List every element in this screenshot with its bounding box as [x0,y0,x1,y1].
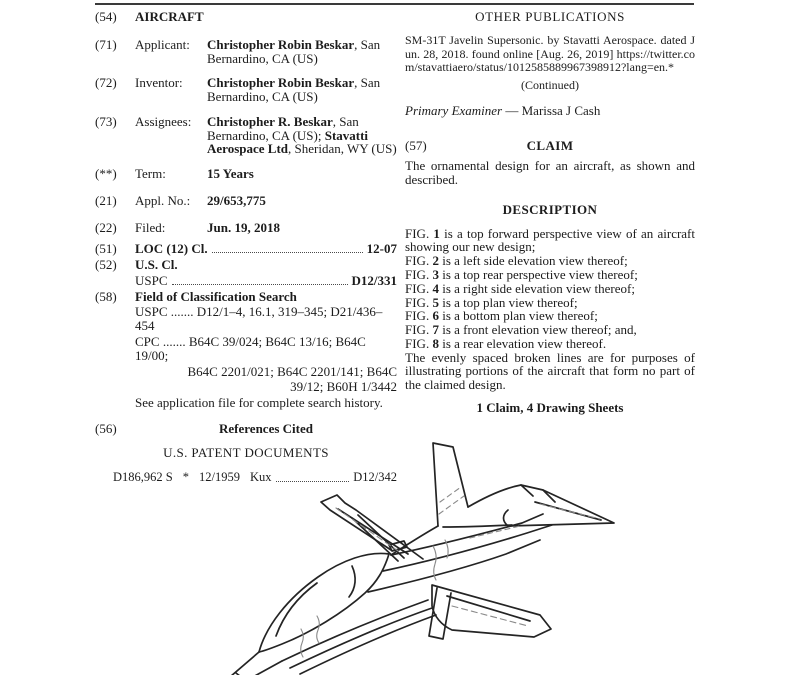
ref-patent-number: D186,962 S [113,470,173,485]
uspc-value: D12/331 [351,272,397,288]
loc-label: LOC (12) Cl. [135,241,208,257]
search-label: Field of Classification Search [135,288,297,304]
application-number: 29/653,775 [207,192,266,208]
search-cpc-line-3: 39/12; B60H 1/3442 [290,379,397,395]
primary-examiner-line [405,104,695,118]
references-heading: References Cited [219,420,313,436]
field-label: Appl. No.: [135,192,191,208]
fig-prefix: FIG. [405,225,434,241]
inventor-value [207,76,397,104]
fig-number: 7 [432,322,439,338]
claim-heading-row [405,139,695,153]
fig-text: is a bottom plan view thereof; [438,308,598,324]
field-number: (72) [95,75,117,91]
filed-date: Jun. 19, 2018 [207,219,280,235]
fig-3-line [405,268,695,282]
us-patent-documents-heading: U.S. PATENT DOCUMENTS [163,444,329,460]
field-number: (22) [95,219,117,235]
field-73-assignees [95,115,397,156]
examiner-dash: — [502,102,522,118]
fig-number: 3 [432,267,439,282]
term-value: 15 Years [207,166,254,182]
fig-text: is a right side elevation view thereof; [438,280,635,296]
fig-prefix: FIG. [405,335,433,351]
assignee-address-1: , San Bernardino, CA (US); [207,113,359,143]
loc-value: 12-07 [366,241,397,257]
dot-leader [212,242,363,253]
fig-number: 1 [433,225,440,241]
search-cpc-line-2: B64C 2201/021; B64C 2201/141; B64C [187,363,397,379]
ref-star: * [182,470,189,485]
description-heading: DESCRIPTION [502,201,598,217]
fig-text: is a top forward perspective view of an aircraft showing our new design; [405,225,696,255]
right-column [405,10,695,485]
left-column [95,10,397,485]
fig-number: 6 [432,308,439,324]
fig-number: 5 [432,294,439,310]
fig-1-line [405,227,695,255]
us-cl-label: U.S. Cl. [135,257,178,273]
inventor-address: , San Bernardino, CA (US) [207,75,381,105]
fig-number: 2 [432,253,439,269]
ref-class: D12/342 [353,470,397,485]
field-number: (54) [95,9,117,24]
field-number: (**) [95,166,117,182]
search-cpc-line-1: CPC ....... B64C 39/024; B64C 13/16; B64C 19/00; [135,334,366,363]
fig-prefix: FIG. [405,267,433,282]
field-51-loc [95,242,397,256]
fig-7-line [405,323,695,337]
field-number: (57) [405,137,427,153]
field-label: Term: [135,166,166,182]
header-rule [95,3,694,5]
applicant-name: Christopher Robin Beskar [207,36,355,52]
ref-date: 12/1959 [198,470,240,485]
fig-prefix: FIG. [405,294,433,310]
applicant-address: , San Bernardino, CA (US) [207,36,381,66]
examiner-name: Marissa J Cash [521,102,601,118]
field-number: (73) [95,113,117,129]
fig-text: is a rear elevation view thereof. [438,335,607,351]
fig-6-line [405,309,695,323]
classification-block [95,242,397,409]
uspc-row [95,274,397,288]
field-54-title [95,10,397,24]
assignee-name-1: Christopher R. Beskar [207,113,333,129]
patent-body [95,10,695,485]
field-number: (56) [95,420,117,436]
field-label: Applicant: [135,36,190,52]
examiner-label: Primary Examiner [405,102,503,118]
fig-prefix: FIG. [405,280,433,296]
ref-inventor: Kux [249,470,272,485]
fig-prefix: FIG. [405,253,433,269]
field-label: Assignees: [135,113,192,129]
field-58-search [95,290,397,304]
fig-text: is a front elevation view thereof; and, [438,322,637,338]
fig-number: 4 [432,280,439,296]
fig-5-line [405,296,695,310]
other-publications-heading: OTHER PUBLICATIONS [475,9,625,24]
fig-number: 8 [432,335,439,351]
uspc-label: USPC [135,272,168,288]
field-label: Inventor: [135,75,183,91]
field-number: (21) [95,192,117,208]
patent-title: AIRCRAFT [135,9,204,24]
field-21-appl-no [95,194,397,208]
field-number: (52) [95,257,117,273]
nose [216,652,259,675]
tail-fin [433,443,468,526]
claim-heading: CLAIM [526,137,574,153]
claim-body: The ornamental design for an aircraft, as shown and described. [405,158,695,188]
fig-prefix: FIG. [405,322,433,338]
broken-lines-note: The evenly spaced broken lines are for purposes of illustrating portions of the aircraft that form no part of the claimed design. [405,349,695,393]
fig-text: is a top rear perspective view thereof; [438,267,638,282]
patent-figure [0,430,800,675]
field-number: (58) [95,288,117,304]
right-wing [432,585,551,637]
field-label: Filed: [135,219,166,235]
assignee-name-2: Stavatti Aerospace Ltd [207,127,369,157]
field-22-filed [95,221,397,235]
assignees-value [207,115,397,156]
fig-4-line [405,282,695,296]
field-number: (71) [95,36,117,52]
search-uspc-line: USPC ....... D12/1–4, 16.1, 319–345; D21/436–454 [135,304,383,334]
fig-2-line [405,254,695,268]
fig-prefix: FIG. [405,308,433,324]
search-note: See application file for complete search history. [135,395,383,411]
field-term [95,167,397,181]
fig-8-line [405,337,695,351]
claims-drawing-sheets-line: 1 Claim, 4 Drawing Sheets [476,399,624,415]
field-71-applicant [95,38,397,66]
field-number: (51) [95,241,117,257]
fig-text: is a top plan view thereof; [438,294,578,310]
inventor-name: Christopher Robin Beskar [207,75,355,91]
dot-leader [172,274,348,285]
aircraft-line-drawing [0,430,800,675]
continued-note: (Continued) [521,78,579,93]
applicant-value [207,38,397,66]
fig-text: is a left side elevation view thereof; [438,253,628,269]
canopy [259,553,389,652]
field-72-inventor [95,76,397,104]
field-52-us-cl [95,258,397,272]
assignee-address-2: , Sheridan, WY (US) [288,141,397,157]
other-publications-body: SM-31T Javelin Supersonic. by Stavatti Aerospace. dated Jun. 28, 2018. found online [Aug. 26, 2019] https://twitter.com/stavattiaero/status/1012585889967398912?lang=en.* [405,32,695,75]
